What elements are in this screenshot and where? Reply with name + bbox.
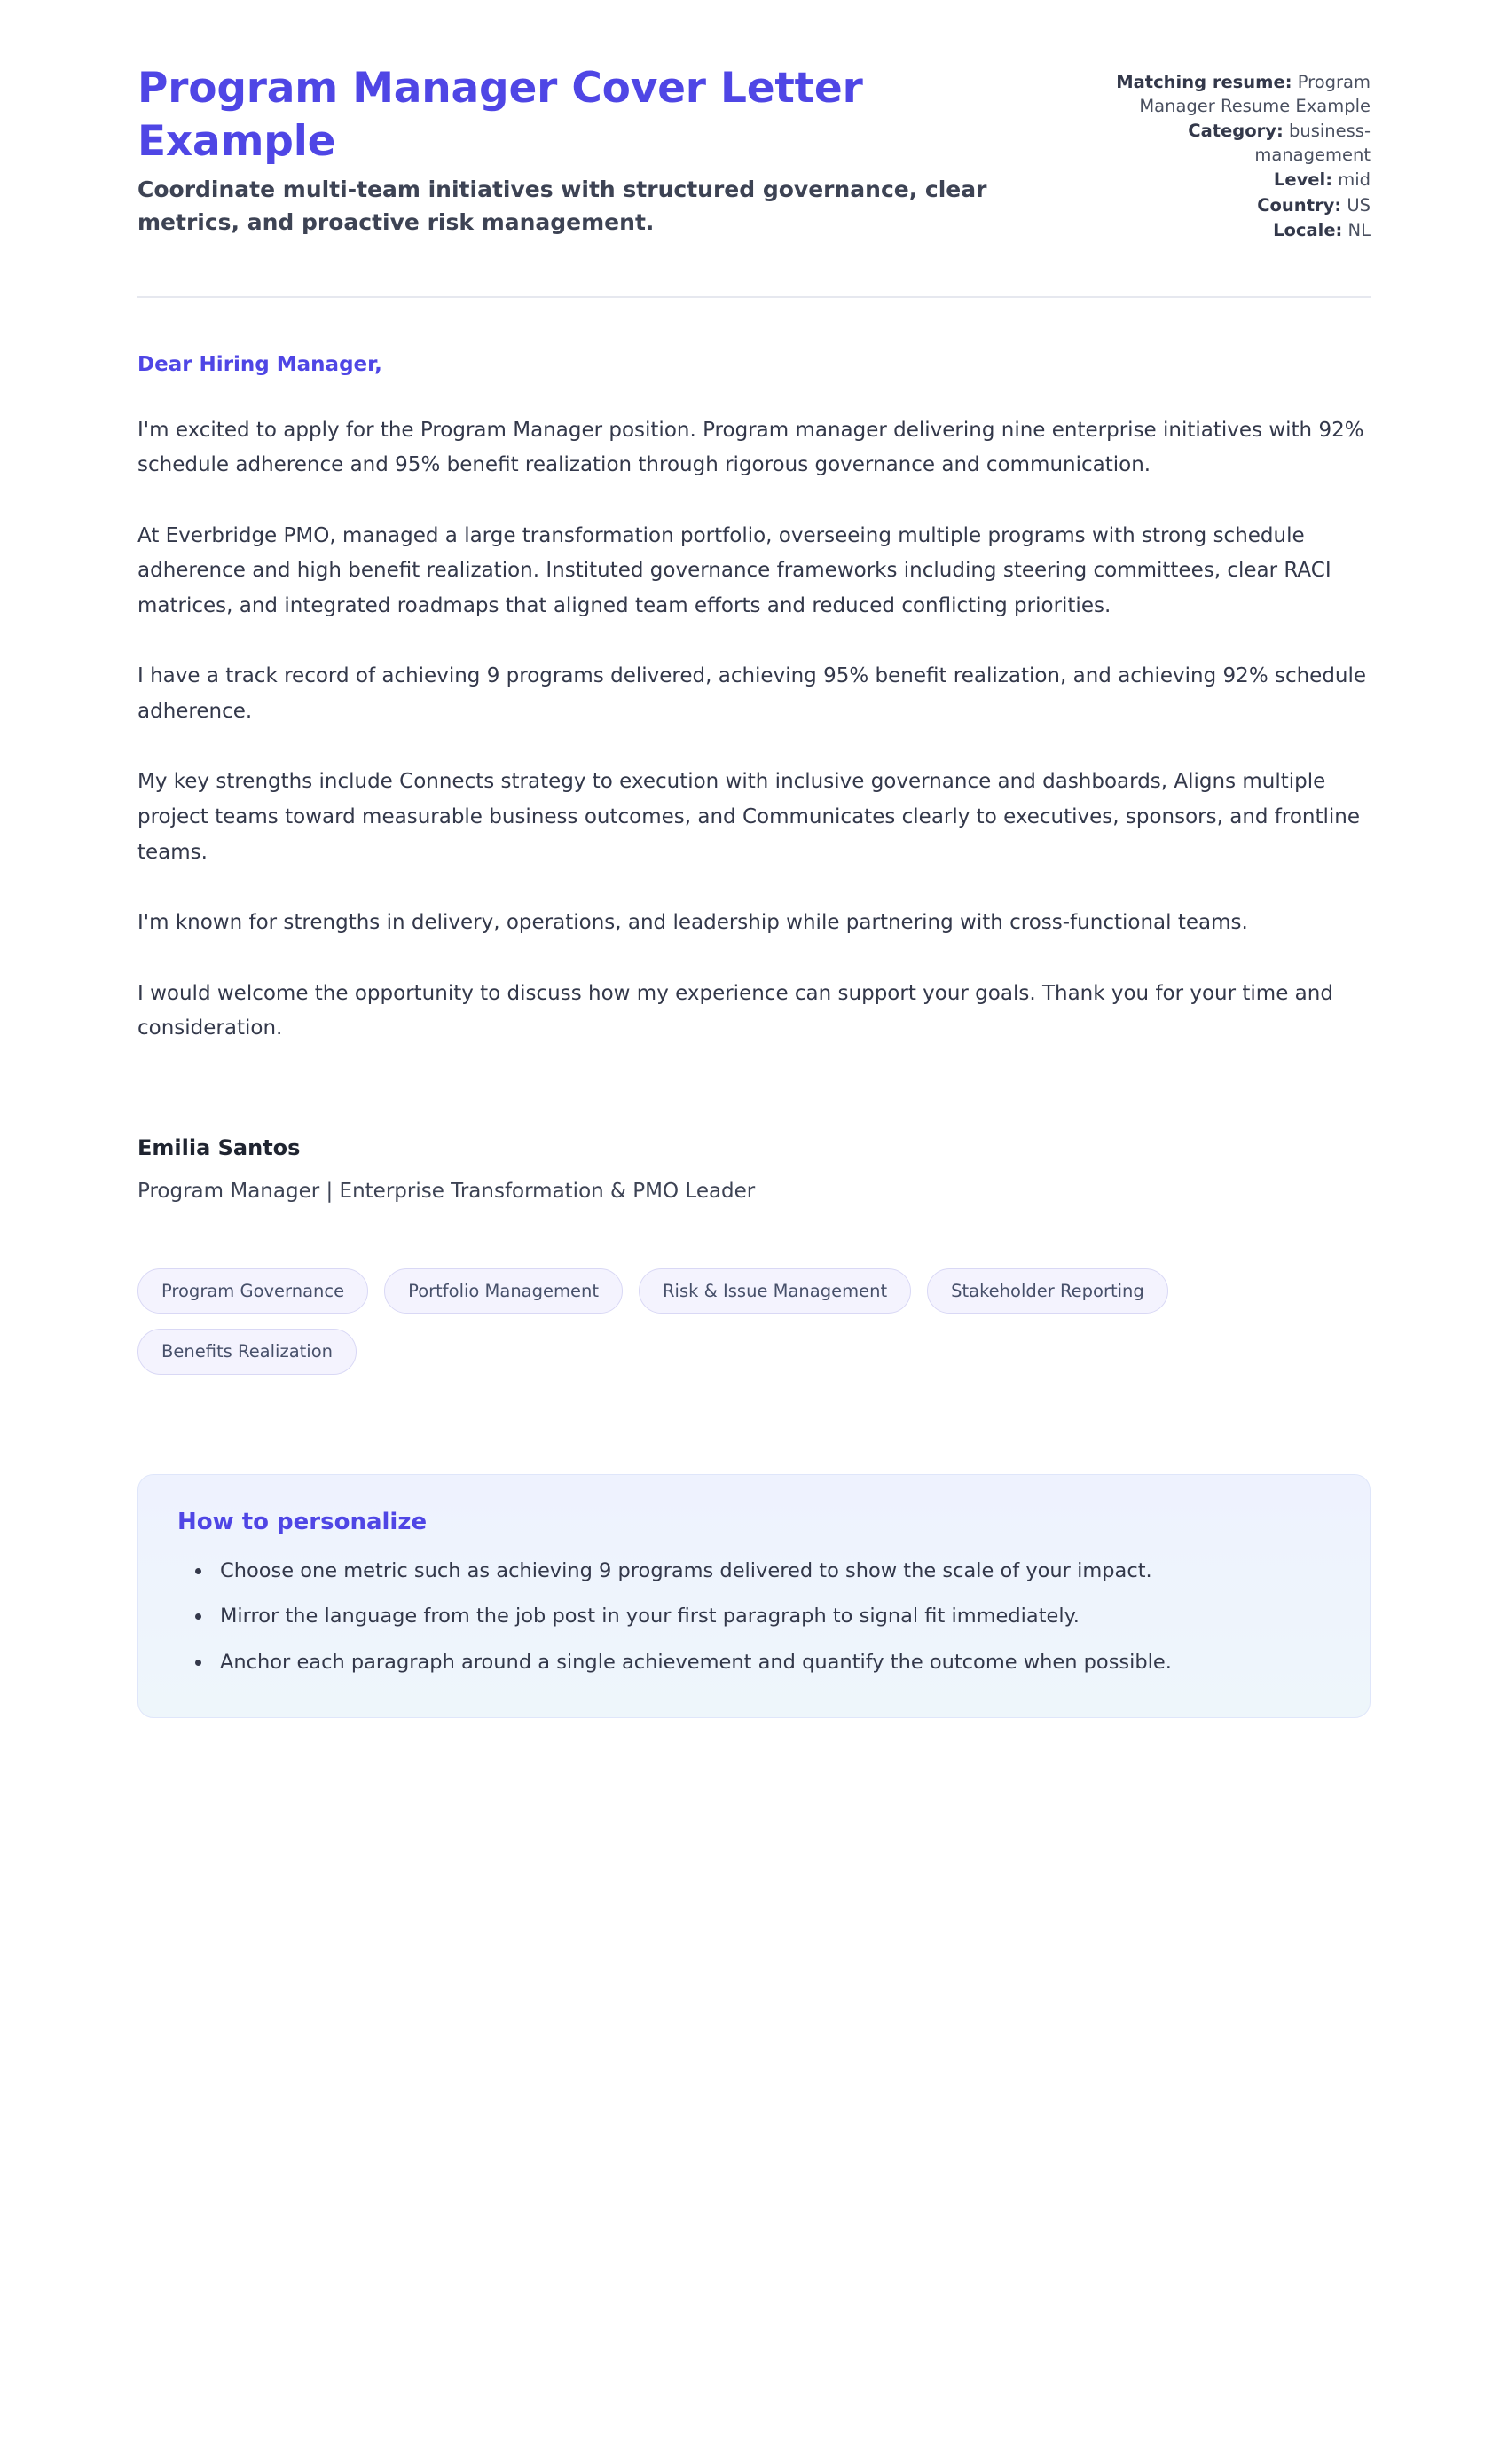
meta-category-label: Category:: [1188, 121, 1284, 142]
document-header: [137, 62, 1371, 298]
skill-tag[interactable]: Benefits Realization: [137, 1329, 357, 1374]
meta-matching-resume: [1078, 71, 1371, 118]
tip-card-list: [177, 1555, 1331, 1680]
meta-level-label: Level:: [1273, 169, 1332, 191]
page-title: Program Manager Cover Letter Example: [137, 64, 863, 167]
meta-level: [1078, 169, 1371, 192]
skill-tag[interactable]: Risk & Issue Management: [639, 1268, 911, 1314]
header-title-block: [137, 62, 1042, 239]
page-subtitle: Coordinate multi-team initiatives with structured governance, clear metrics, and proactive risk management.: [137, 177, 987, 235]
document-meta: [1078, 62, 1371, 245]
meta-locale-value: NL: [1347, 220, 1371, 241]
skill-tag[interactable]: Stakeholder Reporting: [927, 1268, 1168, 1314]
skill-tag[interactable]: Portfolio Management: [384, 1268, 623, 1314]
meta-level-value: mid: [1338, 169, 1371, 191]
letter-paragraph: I have a track record of achieving 9 programs delivered, achieving 95% benefit realization, and achieving 92% schedule adherence.: [137, 664, 1367, 723]
meta-country: [1078, 194, 1371, 218]
meta-matching-resume-value: Program Manager Resume Example: [1139, 72, 1371, 116]
tip-card-title: How to personalize: [177, 1508, 428, 1535]
letter-paragraph: I'm excited to apply for the Program Manager position. Program manager delivering nine enterprise initiatives with 92% schedule adherence and 95% benefit realization through rigorous governance and communication.: [137, 418, 1364, 477]
list-item: • Choose one metric such as achieving 9 programs delivered to show the scale of your impact.: [213, 1555, 1331, 1589]
skill-tag[interactable]: Program Governance: [137, 1268, 368, 1314]
meta-category-value: business-management: [1254, 121, 1371, 165]
letter-body: [137, 298, 1371, 1203]
letter-paragraph: I would welcome the opportunity to discuss how my experience can support your goals. Thank you for your time and consideration.: [137, 981, 1333, 1040]
skill-tag-list: [137, 1268, 1371, 1375]
meta-locale: [1078, 219, 1371, 243]
meta-matching-resume-label: Matching resume:: [1116, 72, 1292, 92]
list-item: • Mirror the language from the job post in your first paragraph to signal fit immediately.: [213, 1600, 1331, 1634]
letter-paragraph: I'm known for strengths in delivery, operations, and leadership while partnering with cross-functional teams.: [137, 911, 1248, 935]
letter-paragraph: At Everbridge PMO, managed a large transformation portfolio, overseeing multiple programs with strong schedule adherence and high benefit realization. Instituted governance frameworks including steering committees, clear RACI matrices, and integrated roadmaps that aligned team efforts and reduced conflicting priorities.: [137, 523, 1331, 617]
letter-salutation: Dear Hiring Manager,: [137, 352, 382, 376]
meta-category: [1078, 120, 1371, 167]
meta-country-value: US: [1347, 194, 1371, 216]
list-item: • Anchor each paragraph around a single achievement and quantify the outcome when possible.: [213, 1646, 1331, 1680]
meta-country-label: Country:: [1257, 194, 1342, 216]
letter-paragraph: My key strengths include Connects strategy to execution with inclusive governance and dashboards, Aligns multiple project teams toward measurable business outcomes, and Communicates clearly to executives, sponsors, and frontline teams.: [137, 770, 1361, 864]
signature-role: Program Manager | Enterprise Transformation & PMO Leader: [137, 1179, 756, 1203]
signature-name: Emilia Santos: [137, 1134, 301, 1160]
meta-locale-label: Locale:: [1273, 220, 1343, 241]
personalize-tip-card: [137, 1474, 1371, 1718]
letter-signature: [137, 1135, 1371, 1203]
